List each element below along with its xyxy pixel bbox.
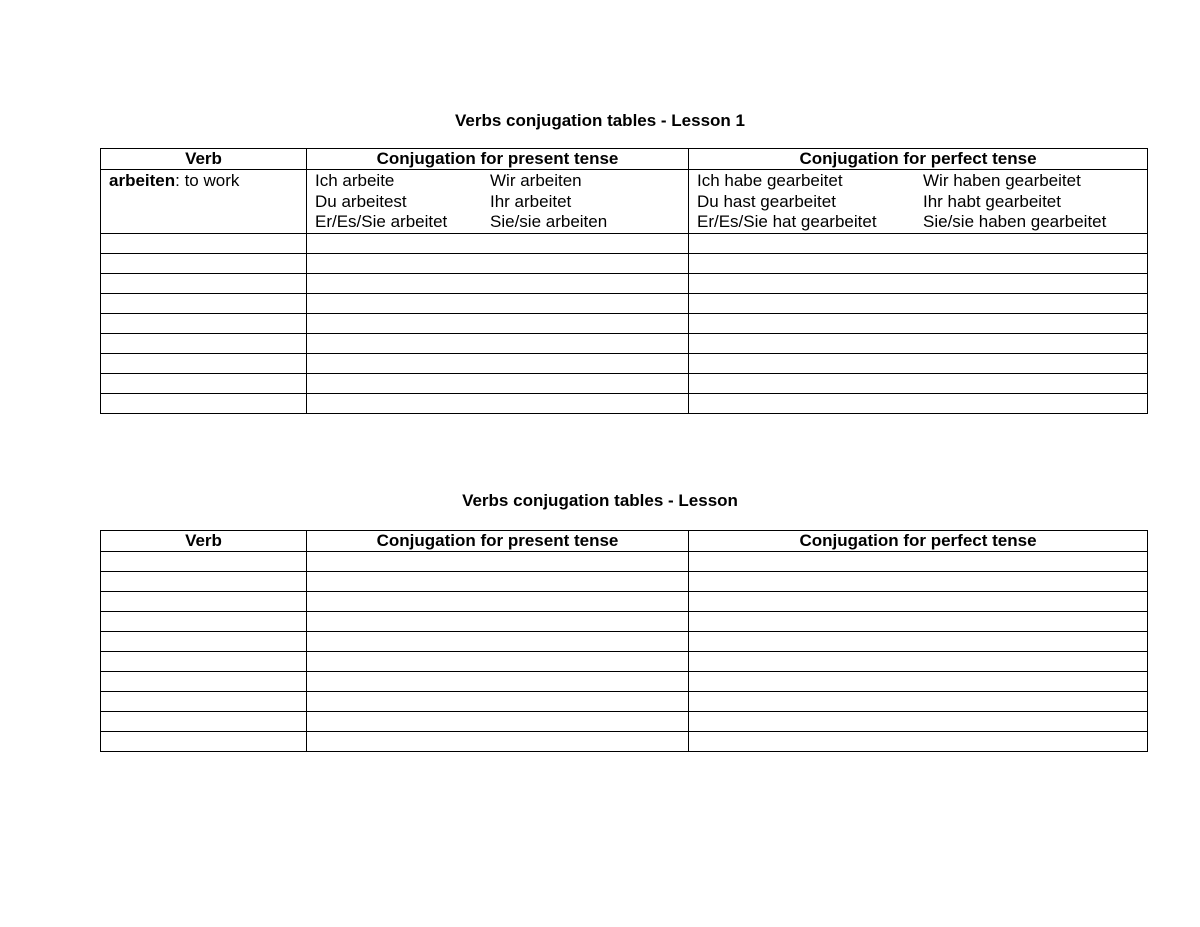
table-row [101, 572, 1148, 592]
conjugation-table-lesson-blank [100, 530, 1148, 752]
conjugation-form: Du hast gearbeitet [697, 191, 836, 211]
empty-cell [307, 354, 689, 374]
empty-cell [689, 672, 1148, 692]
empty-cell [101, 612, 307, 632]
empty-cell [689, 354, 1148, 374]
present-tense-cell [307, 170, 689, 234]
empty-cell [307, 712, 689, 732]
table-row [101, 394, 1148, 414]
empty-cell [101, 294, 307, 314]
table-row [101, 652, 1148, 672]
table-row [101, 234, 1148, 254]
perfect-conjugation-grid [697, 171, 1139, 233]
conjugation-form: Wir arbeiten [490, 171, 582, 190]
empty-cell [689, 652, 1148, 672]
table-row [101, 632, 1148, 652]
empty-cell [307, 394, 689, 414]
empty-cell [689, 254, 1148, 274]
table-1-title: Verbs conjugation tables - Lesson 1 [454, 111, 745, 130]
conjugation-form: Er/Es/Sie hat gearbeitet [697, 212, 877, 231]
empty-cell [307, 552, 689, 572]
empty-cell [101, 354, 307, 374]
conjugation-table-lesson-1 [100, 148, 1148, 414]
conjugation-form: Du arbeitest [315, 191, 407, 211]
empty-cell [689, 612, 1148, 632]
empty-cell [689, 732, 1148, 752]
table-row [101, 334, 1148, 354]
empty-cell [307, 672, 689, 692]
empty-cell [101, 274, 307, 294]
present-conjugation-grid [315, 171, 680, 233]
empty-cell [689, 592, 1148, 612]
empty-cell [101, 632, 307, 652]
empty-cell [101, 314, 307, 334]
empty-cell [307, 314, 689, 334]
empty-cell [689, 294, 1148, 314]
table-row [101, 712, 1148, 732]
header-present-tense: Conjugation for present tense [307, 531, 689, 552]
empty-cell [307, 334, 689, 354]
verb-meaning: : to work [175, 171, 240, 190]
empty-cell [101, 712, 307, 732]
empty-cell [101, 234, 307, 254]
empty-cell [307, 294, 689, 314]
empty-cell [689, 234, 1148, 254]
empty-cell [101, 374, 307, 394]
empty-cell [101, 552, 307, 572]
table-row [101, 170, 1148, 234]
empty-cell [101, 334, 307, 354]
table-row [101, 692, 1148, 712]
empty-cell [307, 374, 689, 394]
table-row [101, 552, 1148, 572]
empty-cell [307, 234, 689, 254]
conjugation-form: Er/Es/Sie arbeitet [315, 212, 448, 231]
table-row [101, 254, 1148, 274]
conjugation-form: Wir haben gearbeitet [923, 171, 1081, 190]
header-present-tense: Conjugation for present tense [307, 149, 689, 170]
verb-cell [101, 170, 307, 234]
empty-cell [101, 572, 307, 592]
table-2-title: Verbs conjugation tables - Lesson [462, 491, 738, 510]
table-header-row [101, 531, 1148, 552]
table-row [101, 612, 1148, 632]
empty-cell [101, 592, 307, 612]
empty-cell [689, 692, 1148, 712]
empty-cell [307, 692, 689, 712]
empty-cell [689, 572, 1148, 592]
empty-cell [307, 592, 689, 612]
empty-cell [307, 612, 689, 632]
empty-cell [101, 394, 307, 414]
table-row [101, 592, 1148, 612]
table-header-row [101, 149, 1148, 170]
empty-cell [307, 254, 689, 274]
empty-cell [307, 652, 689, 672]
empty-cell [689, 394, 1148, 414]
conjugation-form: Ich arbeite [315, 171, 395, 190]
table-row [101, 672, 1148, 692]
table-row [101, 314, 1148, 334]
table-row [101, 732, 1148, 752]
conjugation-form: Sie/sie haben gearbeitet [923, 212, 1107, 231]
conjugation-form: Ich habe gearbeitet [697, 171, 843, 190]
empty-cell [307, 274, 689, 294]
empty-cell [689, 314, 1148, 334]
header-verb: Verb [101, 149, 307, 170]
empty-cell [101, 692, 307, 712]
empty-cell [101, 652, 307, 672]
empty-cell [307, 572, 689, 592]
empty-cell [307, 732, 689, 752]
empty-cell [689, 632, 1148, 652]
empty-cell [101, 732, 307, 752]
conjugation-form: Ihr habt gearbeitet [923, 191, 1061, 211]
empty-cell [307, 632, 689, 652]
empty-cell [689, 712, 1148, 732]
header-perfect-tense: Conjugation for perfect tense [689, 531, 1148, 552]
empty-cell [689, 334, 1148, 354]
empty-cell [101, 254, 307, 274]
conjugation-form: Ihr arbeitet [490, 191, 572, 211]
table-row [101, 374, 1148, 394]
table-row [101, 354, 1148, 374]
header-perfect-tense: Conjugation for perfect tense [689, 149, 1148, 170]
perfect-tense-cell [689, 170, 1148, 234]
empty-cell [689, 552, 1148, 572]
conjugation-form: Sie/sie arbeiten [490, 212, 608, 231]
empty-cell [101, 672, 307, 692]
empty-cell [689, 274, 1148, 294]
table-row [101, 294, 1148, 314]
empty-cell [689, 374, 1148, 394]
verb-word: arbeiten [109, 171, 176, 190]
table-row [101, 274, 1148, 294]
header-verb: Verb [101, 531, 307, 552]
